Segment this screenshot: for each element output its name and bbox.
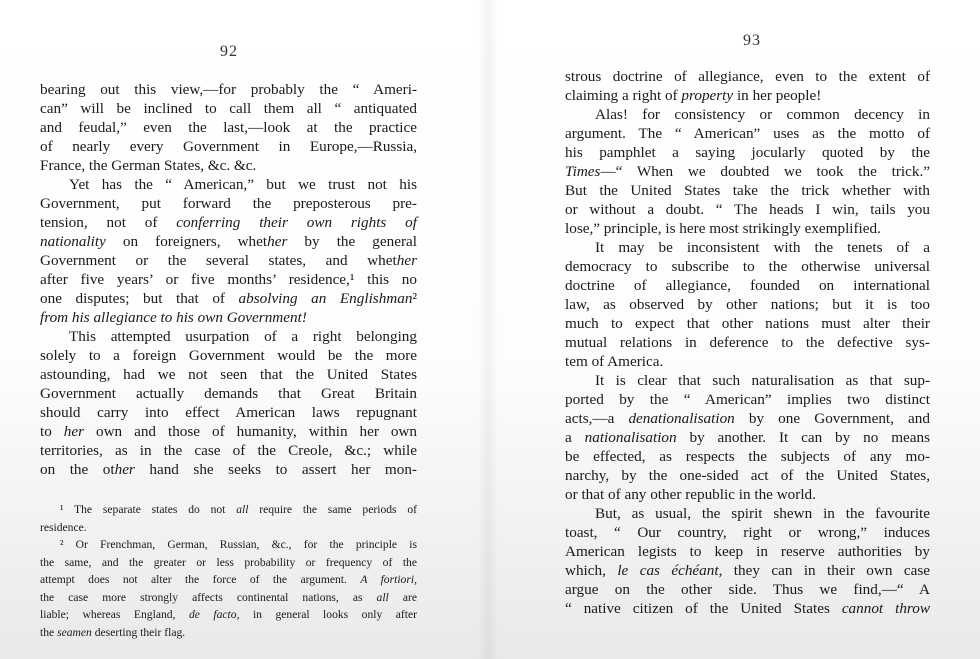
page-number-left: 92 (220, 43, 238, 60)
text-line: and feudal,” even the last,—look at the practice (40, 119, 417, 136)
left-footnotes (40, 501, 417, 641)
text-line: from his allegiance to his own Government! (40, 309, 307, 326)
left-page (0, 0, 488, 659)
text-line: But, as usual, the spirit shewn in the favourite (595, 505, 930, 522)
text-line: or that of any other republic in the world. (565, 486, 816, 503)
text-line: territories, as in the case of the Creole, &c.; while (40, 442, 417, 459)
text-line: can” will be inclined to call them all “ antiquated (40, 100, 417, 117)
text-line: Times—“ When we doubted we took the trick.” (565, 163, 930, 180)
text-line: astounding, had we not seen that the United States (40, 366, 417, 383)
text-line: It may be inconsistent with the tenets of a (595, 239, 930, 256)
footnote-line: the case more strongly affects continental nations, as all are (40, 590, 417, 604)
text-line: American legists to keep in reserve authorities by (565, 543, 930, 560)
text-line: argue on the other side. Thus we find,—“ A (565, 581, 930, 598)
right-page (488, 0, 980, 659)
left-body-text (40, 80, 417, 479)
right-body-text (565, 67, 930, 618)
text-line: But the United States take the trick whether with (565, 182, 930, 199)
text-line: Alas! for consistency or common decency in (595, 106, 930, 123)
footnote-line: the same, and the greater or less probability or frequency of the (40, 555, 417, 569)
text-line: on the other hand she seeks to assert her mon- (40, 461, 417, 478)
text-line: toast, “ Our country, right or wrong,” induces (565, 524, 930, 541)
text-line: ported by the “ American” implies two distinct (565, 391, 930, 408)
text-line: his pamphlet a saying jocularly quoted by the (565, 144, 930, 161)
footnote-line: ² Or Frenchman, German, Russian, &c., for the principle is (60, 538, 417, 551)
text-line: “ native citizen of the United States cannot throw (565, 600, 930, 617)
text-line: doctrine of allegiance, founded on international (565, 277, 930, 294)
text-line: tension, not of conferring their own rights of (40, 214, 417, 231)
text-line: claiming a right of property in her people! (565, 87, 822, 104)
text-line: lose,” principle, is here most strikingly exemplified. (565, 220, 881, 237)
text-line: law, as observed by other nations; but it is too (565, 296, 930, 313)
text-line: mutual relations in deference to the defective sys- (565, 334, 930, 351)
text-line: of nearly every Government in Europe,—Russia, (40, 138, 417, 155)
text-line: which, le cas échéant, they can in their own case (565, 562, 930, 579)
text-line: or without a doubt. “ The heads I win, tails you (565, 201, 930, 218)
page-number-right: 93 (743, 32, 761, 49)
text-line: tem of America. (565, 353, 664, 370)
text-line: This attempted usurpation of a right belonging (69, 328, 417, 345)
text-line: argument. The “ American” uses as the motto of (565, 125, 930, 142)
text-line: nationality on foreigners, whether by the general (40, 233, 417, 250)
text-line: strous doctrine of allegiance, even to the extent of (565, 68, 930, 85)
footnote-line: residence. (40, 520, 87, 534)
text-line: Government or the several states, and whether (40, 252, 417, 269)
text-line: Government, put forward the preposterous pre- (40, 195, 417, 212)
text-line: Yet has the “ American,” but we trust not his (69, 176, 417, 193)
text-line: be effected, as respects the subjects of any mo- (565, 448, 930, 465)
text-line: bearing out this view,—for probably the “ Ameri- (40, 81, 417, 98)
footnote-line: the seamen deserting their flag. (40, 625, 186, 639)
text-line: France, the German States, &c. &c. (40, 157, 257, 174)
text-line: democracy to subscribe to the otherwise universal (565, 258, 930, 275)
text-line: much to expect that other nations must alter their (565, 315, 930, 332)
text-line: should carry into effect American laws repugnant (40, 404, 417, 421)
text-line: narchy, by the one-sided act of the United States, (565, 467, 930, 484)
footnote-line: attempt does not alter the force of the argument. A fortiori, (40, 573, 417, 586)
text-line: one disputes; but that of absolving an Englishman² (40, 290, 418, 307)
footnote-line: ¹ The separate states do not all require the same periods of (60, 503, 417, 516)
text-line: after five years’ or five months’ residence,¹ this no (40, 271, 417, 288)
text-line: acts,—a denationalisation by one Government, and (565, 410, 930, 427)
footnote-line: liable; whereas England, de facto, in general looks only after (40, 608, 418, 621)
text-line: a nationalisation by another. It can by no means (565, 429, 930, 446)
text-line: solely to a foreign Government would be the more (40, 347, 417, 364)
text-line: to her own and those of humanity, within her own (40, 423, 417, 440)
text-line: Government actually demands that Great Britain (40, 385, 417, 402)
text-line: It is clear that such naturalisation as that sup- (595, 372, 930, 389)
